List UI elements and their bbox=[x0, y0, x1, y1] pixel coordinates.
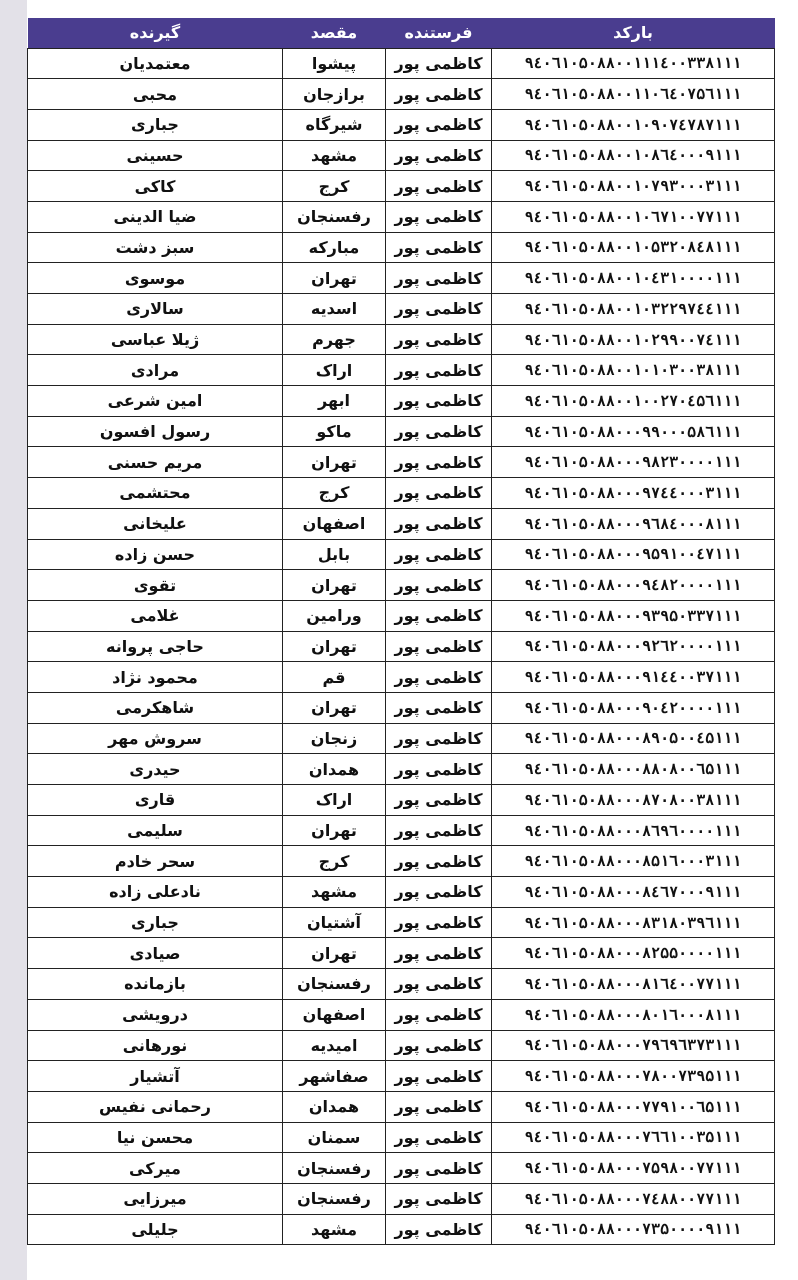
shipment-table-container bbox=[27, 18, 774, 1245]
shipment-table bbox=[27, 18, 775, 1245]
cell-barcode: ۹٤۰٦۱۰۵۰۸۸۰۰۰۷۹٦۹٦۳۷۳۱۱۱ bbox=[492, 1030, 775, 1061]
cell-recipient: موسوی bbox=[28, 263, 283, 294]
cell-destination: صفاشهر bbox=[283, 1061, 386, 1092]
table-row bbox=[28, 263, 775, 294]
cell-barcode: ۹٤۰٦۱۰۵۰۸۸۰۰۱۰۲۹۹۰۰۷٤۱۱۱ bbox=[492, 324, 775, 355]
cell-barcode: ۹٤۰٦۱۰۵۰۸۸۰۰۰۸۱٦٤۰۰۷۷۱۱۱ bbox=[492, 969, 775, 1000]
left-margin-strip bbox=[0, 0, 27, 1280]
cell-sender: کاظمی پور bbox=[386, 907, 492, 938]
cell-sender: کاظمی پور bbox=[386, 48, 492, 79]
cell-destination: آشتیان bbox=[283, 907, 386, 938]
cell-recipient: معتمدیان bbox=[28, 48, 283, 79]
cell-barcode: ۹٤۰٦۱۰۵۰۸۸۰۰۰۸۸۰۸۰۰٦۵۱۱۱ bbox=[492, 754, 775, 785]
cell-destination: تهران bbox=[283, 263, 386, 294]
cell-recipient: بازمانده bbox=[28, 969, 283, 1000]
header-barcode: بارکد bbox=[613, 23, 653, 43]
cell-sender: کاظمی پور bbox=[386, 1153, 492, 1184]
cell-barcode: ۹٤۰٦۱۰۵۰۸۸۰۰۰۹۹۰۰۰۵۸٦۱۱۱ bbox=[492, 416, 775, 447]
cell-barcode: ۹٤۰٦۱۰۵۰۸۸۰۰۱۰۷۹۳۰۰۰۳۱۱۱ bbox=[492, 171, 775, 202]
cell-destination: مشهد bbox=[283, 1214, 386, 1245]
table-row bbox=[28, 570, 775, 601]
table-header bbox=[28, 18, 775, 48]
table-row bbox=[28, 723, 775, 754]
cell-sender: کاظمی پور bbox=[386, 539, 492, 570]
cell-sender: کاظمی پور bbox=[386, 79, 492, 110]
cell-recipient: مریم حسنی bbox=[28, 447, 283, 478]
table-row bbox=[28, 324, 775, 355]
cell-sender: کاظمی پور bbox=[386, 294, 492, 325]
cell-barcode: ۹٤۰٦۱۰۵۰۸۸۰۰۱۰۵۳۲۰۸٤۸۱۱۱ bbox=[492, 232, 775, 263]
cell-sender: کاظمی پور bbox=[386, 815, 492, 846]
cell-destination: همدان bbox=[283, 754, 386, 785]
cell-recipient: آتشیار bbox=[28, 1061, 283, 1092]
cell-recipient: رسول افسون bbox=[28, 416, 283, 447]
table-row bbox=[28, 754, 775, 785]
cell-sender: کاظمی پور bbox=[386, 1061, 492, 1092]
table-body bbox=[28, 48, 775, 1245]
table-row bbox=[28, 692, 775, 723]
cell-recipient: سلیمی bbox=[28, 815, 283, 846]
cell-recipient: امین شرعی bbox=[28, 386, 283, 417]
cell-recipient: سبز دشت bbox=[28, 232, 283, 263]
cell-recipient: نورهانی bbox=[28, 1030, 283, 1061]
cell-barcode: ۹٤۰٦۱۰۵۰۸۸۰۰۰۷٦٦۱۰۰۳۵۱۱۱ bbox=[492, 1122, 775, 1153]
cell-sender: کاظمی پور bbox=[386, 263, 492, 294]
cell-recipient: جباری bbox=[28, 907, 283, 938]
cell-recipient: ضیا الدینی bbox=[28, 201, 283, 232]
cell-sender: کاظمی پور bbox=[386, 631, 492, 662]
cell-sender: کاظمی پور bbox=[386, 416, 492, 447]
cell-destination: ورامین bbox=[283, 600, 386, 631]
cell-recipient: سالاری bbox=[28, 294, 283, 325]
table-row bbox=[28, 232, 775, 263]
cell-sender: کاظمی پور bbox=[386, 447, 492, 478]
cell-sender: کاظمی پور bbox=[386, 662, 492, 693]
header-recipient: گیرنده bbox=[129, 23, 181, 43]
table-row bbox=[28, 1030, 775, 1061]
table-row bbox=[28, 969, 775, 1000]
cell-destination: سمنان bbox=[283, 1122, 386, 1153]
cell-destination: رفسنجان bbox=[283, 969, 386, 1000]
cell-recipient: میرکی bbox=[28, 1153, 283, 1184]
cell-barcode: ۹٤۰٦۱۰۵۰۸۸۰۰۱۰٦۷۱۰۰۷۷۱۱۱ bbox=[492, 201, 775, 232]
table-row bbox=[28, 1061, 775, 1092]
cell-sender: کاظمی پور bbox=[386, 171, 492, 202]
cell-destination: رفسنجان bbox=[283, 1153, 386, 1184]
cell-recipient: محمود نژاد bbox=[28, 662, 283, 693]
cell-barcode: ۹٤۰٦۱۰۵۰۸۸۰۰۱۰۸٦٤۰۰۰۹۱۱۱ bbox=[492, 140, 775, 171]
cell-barcode: ۹٤۰٦۱۰۵۰۸۸۰۰۱۰٤۳۱۰۰۰۰۱۱۱ bbox=[492, 263, 775, 294]
cell-barcode: ۹٤۰٦۱۰۵۰۸۸۰۰۰۹۸۲۳۰۰۰۰۱۱۱ bbox=[492, 447, 775, 478]
cell-destination: قم bbox=[283, 662, 386, 693]
cell-barcode: ۹٤۰٦۱۰۵۰۸۸۰۰۱۰۱۰۳۰۰۳۸۱۱۱ bbox=[492, 355, 775, 386]
cell-destination: برازجان bbox=[283, 79, 386, 110]
table-row bbox=[28, 508, 775, 539]
table-row bbox=[28, 815, 775, 846]
cell-sender: کاظمی پور bbox=[386, 1122, 492, 1153]
table-row bbox=[28, 600, 775, 631]
cell-recipient: درویشی bbox=[28, 999, 283, 1030]
table-row bbox=[28, 171, 775, 202]
table-row bbox=[28, 662, 775, 693]
cell-destination: اصفهان bbox=[283, 508, 386, 539]
cell-destination: ابهر bbox=[283, 386, 386, 417]
cell-destination: امیدیه bbox=[283, 1030, 386, 1061]
cell-barcode: ۹٤۰٦۱۰۵۰۸۸۰۰۰۹۳۹۵۰۳۳۷۱۱۱ bbox=[492, 600, 775, 631]
cell-sender: کاظمی پور bbox=[386, 723, 492, 754]
table-row bbox=[28, 416, 775, 447]
cell-barcode: ۹٤۰٦۱۰۵۰۸۸۰۰۰۸۲۵۵۰۰۰۰۱۱۱ bbox=[492, 938, 775, 969]
cell-destination: اصفهان bbox=[283, 999, 386, 1030]
cell-barcode: ۹٤۰٦۱۰۵۰۸۸۰۰۰۹۲٦۲۰۰۰۰۱۱۱ bbox=[492, 631, 775, 662]
cell-destination: کرج bbox=[283, 846, 386, 877]
table-row bbox=[28, 999, 775, 1030]
cell-destination: اسدیه bbox=[283, 294, 386, 325]
cell-recipient: شاهکرمی bbox=[28, 692, 283, 723]
header-destination: مقصد bbox=[310, 23, 358, 43]
table-row bbox=[28, 1183, 775, 1214]
table-row bbox=[28, 631, 775, 662]
cell-recipient: علیخانی bbox=[28, 508, 283, 539]
cell-sender: کاظمی پور bbox=[386, 355, 492, 386]
cell-recipient: حاجی پروانه bbox=[28, 631, 283, 662]
table-row bbox=[28, 1091, 775, 1122]
table-row bbox=[28, 539, 775, 570]
table-row bbox=[28, 1122, 775, 1153]
cell-barcode: ۹٤۰٦۱۰۵۰۸۸۰۰۰۹۷٤٤۰۰۰۳۱۱۱ bbox=[492, 478, 775, 509]
cell-barcode: ۹٤۰٦۱۰۵۰۸۸۰۰۰۸۰۱٦۰۰۰۸۱۱۱ bbox=[492, 999, 775, 1030]
cell-sender: کاظمی پور bbox=[386, 999, 492, 1030]
cell-sender: کاظمی پور bbox=[386, 324, 492, 355]
cell-sender: کاظمی پور bbox=[386, 109, 492, 140]
table-row bbox=[28, 877, 775, 908]
cell-destination: تهران bbox=[283, 815, 386, 846]
cell-destination: شیرگاه bbox=[283, 109, 386, 140]
cell-recipient: کاکی bbox=[28, 171, 283, 202]
table-row bbox=[28, 785, 775, 816]
cell-barcode: ۹٤۰٦۱۰۵۰۸۸۰۰۱۰۰۲۷۰٤۵٦۱۱۱ bbox=[492, 386, 775, 417]
cell-destination: جهرم bbox=[283, 324, 386, 355]
cell-recipient: جباری bbox=[28, 109, 283, 140]
table-row bbox=[28, 1153, 775, 1184]
cell-recipient: محتشمی bbox=[28, 478, 283, 509]
cell-barcode: ۹٤۰٦۱۰۵۰۸۸۰۰۰۸٦۹٦۰۰۰۰۱۱۱ bbox=[492, 815, 775, 846]
cell-recipient: محبی bbox=[28, 79, 283, 110]
cell-barcode: ۹٤۰٦۱۰۵۰۸۸۰۰۰۸۹۰۵۰۰٤۵۱۱۱ bbox=[492, 723, 775, 754]
cell-destination: ماکو bbox=[283, 416, 386, 447]
cell-destination: تهران bbox=[283, 692, 386, 723]
cell-destination: رفسنجان bbox=[283, 1183, 386, 1214]
table-row bbox=[28, 201, 775, 232]
cell-destination: مبارکه bbox=[283, 232, 386, 263]
cell-barcode: ۹٤۰٦۱۰۵۰۸۸۰۰۰۷۳۵۰۰۰۰۹۱۱۱ bbox=[492, 1214, 775, 1245]
cell-recipient: ژیلا عباسی bbox=[28, 324, 283, 355]
cell-barcode: ۹٤۰٦۱۰۵۰۸۸۰۰۰۹۱٤٤۰۰۳۷۱۱۱ bbox=[492, 662, 775, 693]
cell-sender: کاظمی پور bbox=[386, 754, 492, 785]
cell-destination: اراک bbox=[283, 355, 386, 386]
table-row bbox=[28, 386, 775, 417]
cell-recipient: سروش مهر bbox=[28, 723, 283, 754]
cell-sender: کاظمی پور bbox=[386, 785, 492, 816]
cell-barcode: ۹٤۰٦۱۰۵۰۸۸۰۰۰۹٤۸۲۰۰۰۰۱۱۱ bbox=[492, 570, 775, 601]
cell-barcode: ۹٤۰٦۱۰۵۰۸۸۰۰۰۸٤٦۷۰۰۰۹۱۱۱ bbox=[492, 877, 775, 908]
table-row bbox=[28, 846, 775, 877]
cell-barcode: ۹٤۰٦۱۰۵۰۸۸۰۰۱۱۱٤۰۰۳۳۸۱۱۱ bbox=[492, 48, 775, 79]
cell-recipient: صیادی bbox=[28, 938, 283, 969]
cell-barcode: ۹٤۰٦۱۰۵۰۸۸۰۰۰۷۸۰۰۷۳۹۵۱۱۱ bbox=[492, 1061, 775, 1092]
header-sender: فرستنده bbox=[404, 23, 473, 43]
header-row bbox=[28, 18, 775, 48]
cell-recipient: رحمانی نفیس bbox=[28, 1091, 283, 1122]
cell-sender: کاظمی پور bbox=[386, 1214, 492, 1245]
table-row bbox=[28, 907, 775, 938]
cell-recipient: مرادی bbox=[28, 355, 283, 386]
cell-sender: کاظمی پور bbox=[386, 201, 492, 232]
cell-barcode: ۹٤۰٦۱۰۵۰۸۸۰۰۰۹٦۸٤۰۰۰۸۱۱۱ bbox=[492, 508, 775, 539]
cell-recipient: محسن نیا bbox=[28, 1122, 283, 1153]
cell-recipient: نادعلی زاده bbox=[28, 877, 283, 908]
cell-sender: کاظمی پور bbox=[386, 692, 492, 723]
cell-destination: همدان bbox=[283, 1091, 386, 1122]
cell-destination: رفسنجان bbox=[283, 201, 386, 232]
cell-recipient: میرزایی bbox=[28, 1183, 283, 1214]
cell-barcode: ۹٤۰٦۱۰۵۰۸۸۰۰۰۸۵۱٦۰۰۰۳۱۱۱ bbox=[492, 846, 775, 877]
cell-destination: کرج bbox=[283, 478, 386, 509]
cell-sender: کاظمی پور bbox=[386, 386, 492, 417]
cell-barcode: ۹٤۰٦۱۰۵۰۸۸۰۰۰۹۰٤۲۰۰۰۰۱۱۱ bbox=[492, 692, 775, 723]
cell-barcode: ۹٤۰٦۱۰۵۰۸۸۰۰۱۱۰٦٤۰۷۵٦۱۱۱ bbox=[492, 79, 775, 110]
table-row bbox=[28, 79, 775, 110]
table-row bbox=[28, 447, 775, 478]
cell-destination: مشهد bbox=[283, 877, 386, 908]
cell-destination: تهران bbox=[283, 570, 386, 601]
table-row bbox=[28, 938, 775, 969]
cell-sender: کاظمی پور bbox=[386, 969, 492, 1000]
cell-recipient: حسن زاده bbox=[28, 539, 283, 570]
cell-sender: کاظمی پور bbox=[386, 570, 492, 601]
cell-barcode: ۹٤۰٦۱۰۵۰۸۸۰۰۰۹۵۹۱۰۰٤۷۱۱۱ bbox=[492, 539, 775, 570]
table-row bbox=[28, 140, 775, 171]
cell-barcode: ۹٤۰٦۱۰۵۰۸۸۰۰۰۷۷۹۱۰۰٦۵۱۱۱ bbox=[492, 1091, 775, 1122]
cell-sender: کاظمی پور bbox=[386, 1183, 492, 1214]
cell-sender: کاظمی پور bbox=[386, 877, 492, 908]
cell-destination: تهران bbox=[283, 447, 386, 478]
cell-recipient: غلامی bbox=[28, 600, 283, 631]
cell-sender: کاظمی پور bbox=[386, 1091, 492, 1122]
cell-destination: تهران bbox=[283, 938, 386, 969]
cell-recipient: حیدری bbox=[28, 754, 283, 785]
cell-barcode: ۹٤۰٦۱۰۵۰۸۸۰۰۰۷۵۹۸۰۰۷۷۱۱۱ bbox=[492, 1153, 775, 1184]
cell-sender: کاظمی پور bbox=[386, 232, 492, 263]
cell-destination: کرج bbox=[283, 171, 386, 202]
cell-recipient: تقوی bbox=[28, 570, 283, 601]
cell-destination: زنجان bbox=[283, 723, 386, 754]
cell-sender: کاظمی پور bbox=[386, 938, 492, 969]
cell-barcode: ۹٤۰٦۱۰۵۰۸۸۰۰۱۰۹۰۷٤۷۸۷۱۱۱ bbox=[492, 109, 775, 140]
cell-destination: بابل bbox=[283, 539, 386, 570]
cell-sender: کاظمی پور bbox=[386, 1030, 492, 1061]
table-row bbox=[28, 48, 775, 79]
cell-recipient: حسینی bbox=[28, 140, 283, 171]
cell-barcode: ۹٤۰٦۱۰۵۰۸۸۰۰۰۸۷۰۸۰۰۳۸۱۱۱ bbox=[492, 785, 775, 816]
table-row bbox=[28, 478, 775, 509]
cell-barcode: ۹٤۰٦۱۰۵۰۸۸۰۰۰۸۳۱۸۰۳۹٦۱۱۱ bbox=[492, 907, 775, 938]
table-row bbox=[28, 355, 775, 386]
table-row bbox=[28, 1214, 775, 1245]
cell-sender: کاظمی پور bbox=[386, 508, 492, 539]
cell-sender: کاظمی پور bbox=[386, 140, 492, 171]
table-row bbox=[28, 109, 775, 140]
cell-recipient: جلیلی bbox=[28, 1214, 283, 1245]
cell-recipient: قاری bbox=[28, 785, 283, 816]
cell-barcode: ۹٤۰٦۱۰۵۰۸۸۰۰۱۰۳۲۲۹۷٤٤۱۱۱ bbox=[492, 294, 775, 325]
cell-destination: تهران bbox=[283, 631, 386, 662]
cell-sender: کاظمی پور bbox=[386, 478, 492, 509]
cell-destination: اراک bbox=[283, 785, 386, 816]
cell-sender: کاظمی پور bbox=[386, 846, 492, 877]
cell-destination: پیشوا bbox=[283, 48, 386, 79]
table-row bbox=[28, 294, 775, 325]
cell-destination: مشهد bbox=[283, 140, 386, 171]
cell-recipient: سحر خادم bbox=[28, 846, 283, 877]
cell-barcode: ۹٤۰٦۱۰۵۰۸۸۰۰۰۷٤۸۸۰۰۷۷۱۱۱ bbox=[492, 1183, 775, 1214]
cell-sender: کاظمی پور bbox=[386, 600, 492, 631]
